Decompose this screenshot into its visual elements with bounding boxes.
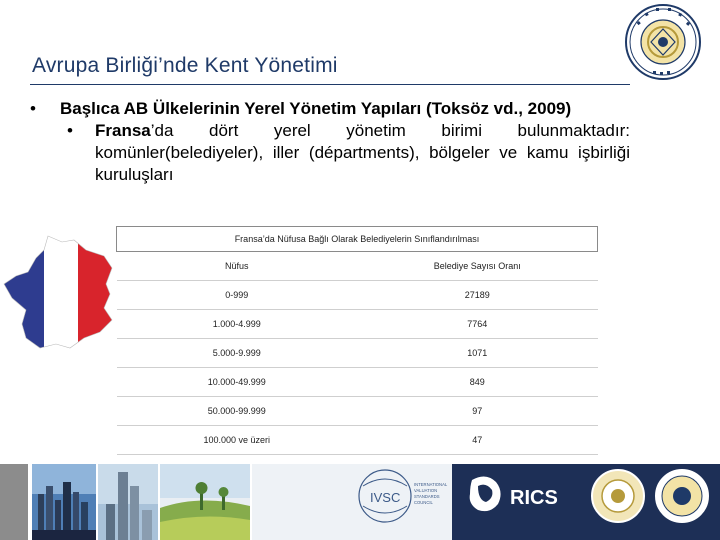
table-row xyxy=(117,368,598,397)
ivsc-caption-2: VALUATION xyxy=(414,488,438,493)
cell-count: 27189 xyxy=(357,281,598,310)
table-caption: Fransa’da Nüfusa Bağlı Olarak Belediyelerin Sınıflandırılması xyxy=(117,227,598,252)
field-thumb-icon xyxy=(160,464,250,540)
cell-count: 1071 xyxy=(357,339,598,368)
seal-logo-icon xyxy=(592,470,644,522)
cell-population: 1.000-4.999 xyxy=(117,310,358,339)
table-row xyxy=(117,310,598,339)
header-municipality-count: Belediye Sayısı Oranı xyxy=(357,252,598,281)
municipality-table xyxy=(116,226,598,455)
cell-population: 5.000-9.999 xyxy=(117,339,358,368)
tower-thumb-icon xyxy=(98,464,158,540)
bullet-level2-text: ’da dört yerel yönetim birimi bulunmaktadır: komünler(belediyeler), iller (départments), bölgeler ve kamu işbirliği kuruluşları xyxy=(95,121,630,184)
table-header-row xyxy=(117,252,598,281)
city-skyline-thumb-icon xyxy=(32,464,96,540)
bullet-level2-bold: Fransa xyxy=(95,121,151,140)
ankara-universitesi-seal-icon xyxy=(623,2,703,82)
ivsc-caption-1: INTERNATIONAL xyxy=(414,482,448,487)
ivsc-caption-4: COUNCIL xyxy=(414,500,433,505)
bullet-dot: • xyxy=(30,99,36,118)
table-row xyxy=(117,281,598,310)
ivsc-caption-3: STANDARDS xyxy=(414,494,440,499)
header-population: Nüfus xyxy=(117,252,358,281)
cell-count: 849 xyxy=(357,368,598,397)
ivsc-text: IVSC xyxy=(370,490,401,505)
rics-text: RICS xyxy=(510,487,558,509)
title-divider xyxy=(30,84,630,85)
bullet-dot: • xyxy=(67,121,73,140)
table-row xyxy=(117,426,598,455)
france-flag-map-icon xyxy=(0,232,120,354)
bullet-level1-text: Başlıca AB Ülkelerinin Yerel Yönetim Yapıları (Toksöz vd., 2009) xyxy=(60,99,572,118)
footer-strip xyxy=(0,464,720,540)
table-row xyxy=(117,339,598,368)
cell-count: 7764 xyxy=(357,310,598,339)
cell-population: 0-999 xyxy=(117,281,358,310)
cell-count: 47 xyxy=(357,426,598,455)
slide-title: Avrupa Birliği’nde Kent Yönetimi xyxy=(32,54,338,77)
bullet-level2 xyxy=(67,120,630,186)
cell-population: 100.000 ve üzeri xyxy=(117,426,358,455)
cell-count: 97 xyxy=(357,397,598,426)
bullet-level1 xyxy=(30,98,630,120)
table-row xyxy=(117,397,598,426)
cell-population: 50.000-99.999 xyxy=(117,397,358,426)
cell-population: 10.000-49.999 xyxy=(117,368,358,397)
content-bullets xyxy=(30,98,630,186)
ankara-seal-logo-icon xyxy=(656,470,708,522)
